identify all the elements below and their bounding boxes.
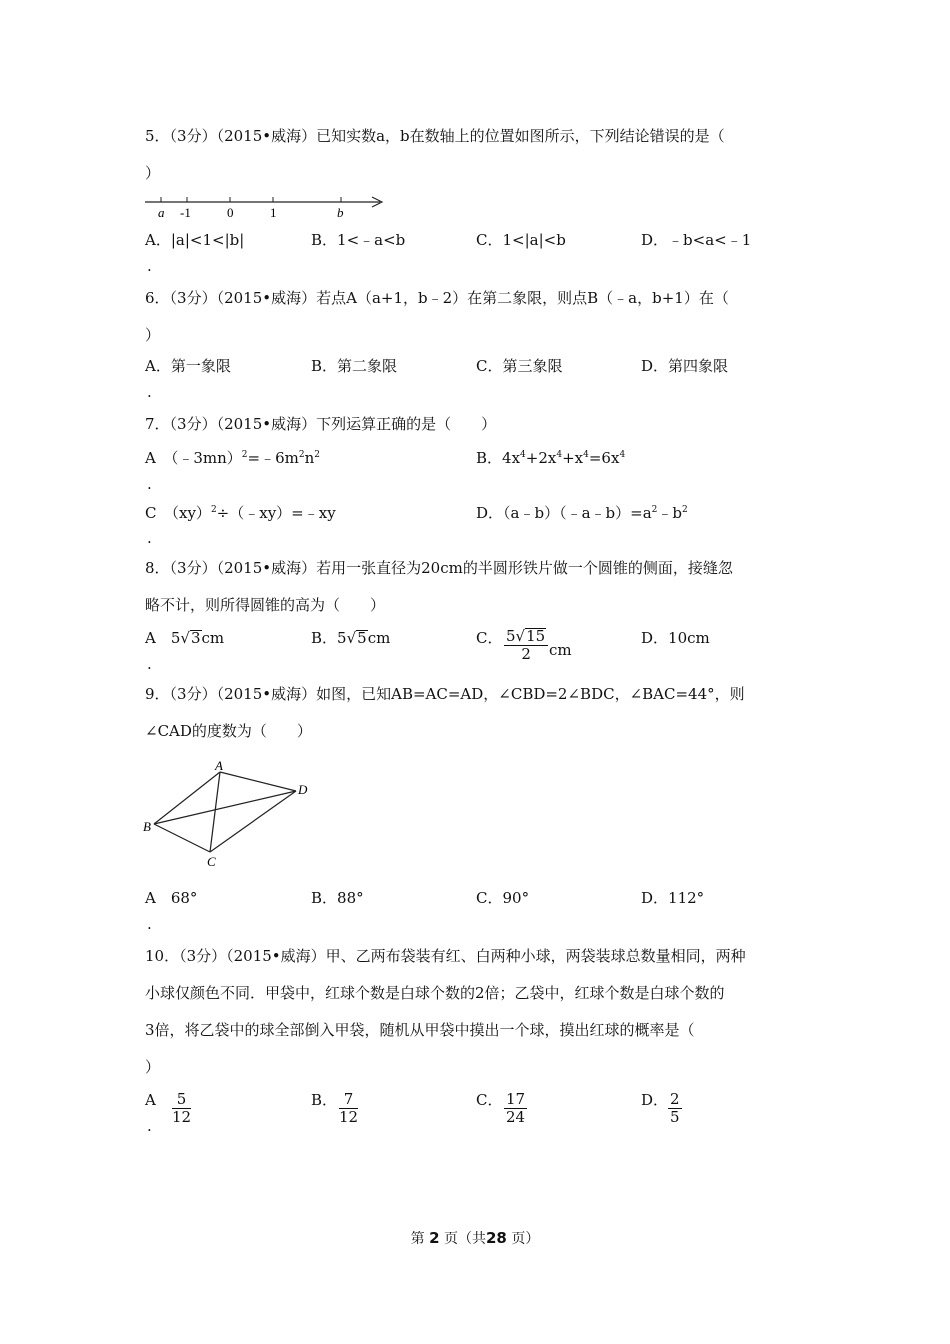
q9-option-d[interactable]: D．112° (641, 889, 705, 907)
q7-option-a-dot: . (147, 475, 152, 493)
q8-stem-line2: 略不计，则所得圆锥的高为（ ） (145, 596, 386, 614)
q10-stem-line2: 小球仅颜色不同．甲袋中，红球个数是白球个数的2倍；乙袋中，红球个数是白球个数的 (145, 984, 725, 1002)
q7-option-c-dot: . (147, 529, 152, 547)
axis-label-b: b (337, 205, 344, 220)
q8-option-c-label[interactable]: C． (476, 629, 503, 647)
figure-label-a: A (215, 758, 223, 773)
q10-stem-line1: 10．（3分）（2015•威海）甲、乙两布袋装有红、白两种小球，两袋装球总数量相同，两种 (145, 947, 746, 965)
q9-option-b[interactable]: B．88° (311, 889, 364, 907)
q8-option-b[interactable]: B．5√5cm (311, 629, 391, 647)
q5-option-b[interactable]: B．1<﹣a<b (311, 231, 406, 249)
figure-label-d: D (298, 782, 308, 797)
q6-option-d[interactable]: D．第四象限 (641, 357, 729, 375)
q10-option-b-label[interactable]: B． (311, 1091, 338, 1109)
q10-option-c-label[interactable]: C． (476, 1091, 503, 1109)
q9-stem-line2: ∠CAD的度数为（ ） (145, 722, 312, 740)
q9-option-c[interactable]: C．90° (476, 889, 530, 907)
q5-option-c[interactable]: C．1<|a|<b (476, 231, 566, 249)
figure-label-b: B (143, 819, 151, 834)
q10-stem-line3: 3倍，将乙袋中的球全部倒入甲袋，随机从甲袋中摸出一个球，摸出红球的概率是（ (145, 1021, 695, 1039)
axis-label-1: 1 (270, 205, 277, 220)
axis-label-a: a (158, 205, 165, 220)
q7-option-d[interactable]: D．$(a﹣b)(﹣a﹣b)=a^2﹣b^2$ (476, 504, 688, 522)
q7-option-a[interactable]: A $(﹣3mn)^2=﹣6m^2n^2$ (145, 449, 321, 467)
q7-stem: 7．（3分）（2015•威海）下列运算正确的是（ ） (145, 415, 497, 433)
q6-option-b[interactable]: B．第二象限 (311, 357, 398, 375)
q10-option-a-fraction[interactable]: $\frac{5}{12}$ (172, 1090, 192, 1126)
total-page-number: 28 (486, 1229, 507, 1247)
q5-stem-line2: ） (145, 164, 161, 182)
q10-option-dot: . (147, 1117, 152, 1135)
axis-label-0: 0 (227, 205, 234, 220)
q9-stem-line1: 9．（3分）（2015•威海）如图，已知AB=AC=AD，∠CBD=2∠BDC，∠BAC=44°，则 (145, 685, 745, 703)
q10-option-d-label[interactable]: D． (641, 1091, 669, 1109)
figure-label-c: C (207, 854, 216, 869)
q5-number-line (140, 190, 390, 222)
q6-option-c[interactable]: C．第三象限 (476, 357, 563, 375)
q8-option-dot: . (147, 655, 152, 673)
q9-option-dot: . (147, 915, 152, 933)
q9-option-a[interactable]: A 68° (145, 889, 198, 907)
q8-option-c-unit: cm (549, 641, 572, 659)
q8-option-d[interactable]: D．10cm (641, 629, 710, 647)
q10-option-a-label[interactable]: A (145, 1091, 156, 1109)
q8-option-a[interactable]: A 5√3cm (145, 629, 225, 647)
q7-option-c[interactable]: C （xy）$^2$÷（﹣xy）=﹣xy (145, 504, 336, 522)
q10-option-c-fraction[interactable]: $\frac{17}{24}$ (506, 1090, 526, 1126)
q6-option-a[interactable]: A．第一象限 (145, 357, 231, 375)
q5-option-a[interactable]: A．|a|<1<|b| (145, 231, 245, 249)
q8-option-c-fraction[interactable]: $\frac{5√15}{2}$ (504, 628, 548, 663)
q5-option-dot: . (147, 257, 152, 275)
q6-option-dot: . (147, 383, 152, 401)
page-footer: 第 2 页（共28 页） (410, 1229, 540, 1247)
q9-geometry-figure (140, 756, 320, 872)
q7-option-b[interactable]: B．$4x^4+2x^4+x^4=6x^4$ (476, 449, 626, 467)
q10-option-d-fraction[interactable]: $\frac{2}{5}$ (670, 1090, 680, 1126)
q10-option-b-fraction[interactable]: $\frac{7}{12}$ (339, 1090, 359, 1126)
q10-stem-line4: ） (145, 1058, 161, 1076)
axis-label-neg1: -1 (180, 205, 191, 220)
q5-option-d[interactable]: D．﹣b<a<﹣1 (641, 231, 752, 249)
q5-stem-line1: 5．（3分）（2015•威海）已知实数a，b在数轴上的位置如图所示，下列结论错误的是（ (145, 127, 725, 145)
q6-stem-line2: ） (145, 326, 161, 344)
current-page-number: 2 (429, 1229, 440, 1247)
q8-stem-line1: 8．（3分）（2015•威海）若用一张直径为20cm的半圆形铁片做一个圆锥的侧面，接缝忽 (145, 559, 733, 577)
q6-stem-line1: 6．（3分）（2015•威海）若点A（a+1，b﹣2）在第二象限，则点B（﹣a，b+1）在（ (145, 289, 729, 307)
